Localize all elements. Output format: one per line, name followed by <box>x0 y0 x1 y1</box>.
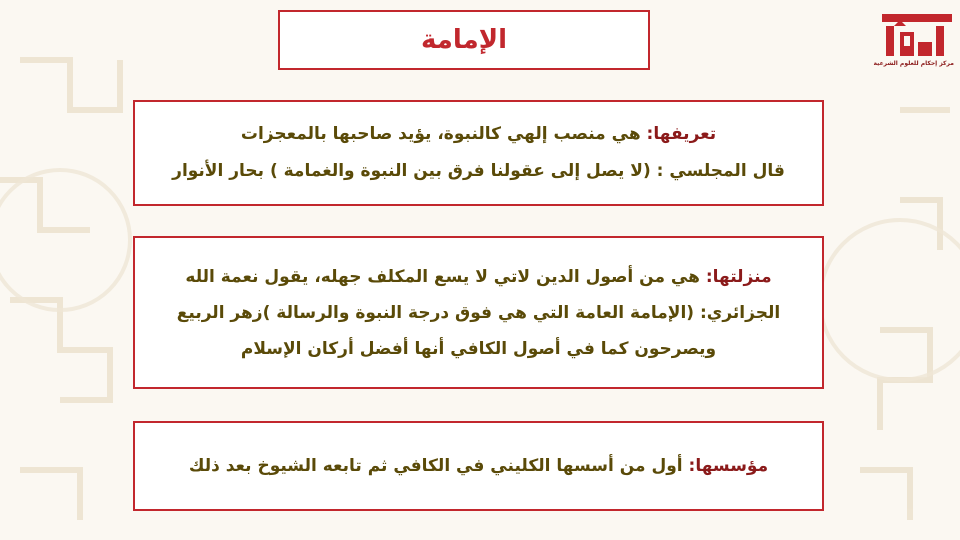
status-line-3: ويصرحون كما في أصول الكافي أنها أفضل أركان الإسلام <box>240 338 717 359</box>
definition-label: تعريفها: <box>646 124 717 144</box>
logo-subtitle: مركز إحكام للعلوم الشرعية <box>873 60 954 67</box>
definition-text: هي منصب إلهي كالنبوة، يؤيد صاحبها بالمعجزات <box>240 124 647 144</box>
definition-line-1 <box>145 116 812 153</box>
ihkam-logo <box>873 12 954 74</box>
definition-box <box>133 100 824 206</box>
founder-box <box>133 421 824 511</box>
slide-title: الإمامة <box>421 25 507 55</box>
logo-mark-icon <box>880 12 954 58</box>
definition-line-2: قال المجلسي : (لا يصل إلى عقولنا فرق بين النبوة والغمامة ) بحار الأنوار <box>172 161 785 181</box>
status-text: هي من أصول الدين لاتي لا يسع المكلف جهله، يقول نعمة الله <box>185 266 706 287</box>
status-line-1 <box>145 259 812 295</box>
founder-line-1 <box>145 448 812 485</box>
title-box <box>278 10 650 70</box>
founder-label: مؤسسها: <box>688 455 769 476</box>
status-label: منزلتها: <box>705 266 772 287</box>
status-box <box>133 236 824 389</box>
status-line-2: الجزائري: (الإمامة العامة التي هي فوق درجة النبوة والرسالة )زهر الربيع <box>176 302 781 323</box>
founder-text: أول من أسسها الكليني في الكافي ثم تابعه الشيوخ بعد ذلك <box>188 455 689 476</box>
